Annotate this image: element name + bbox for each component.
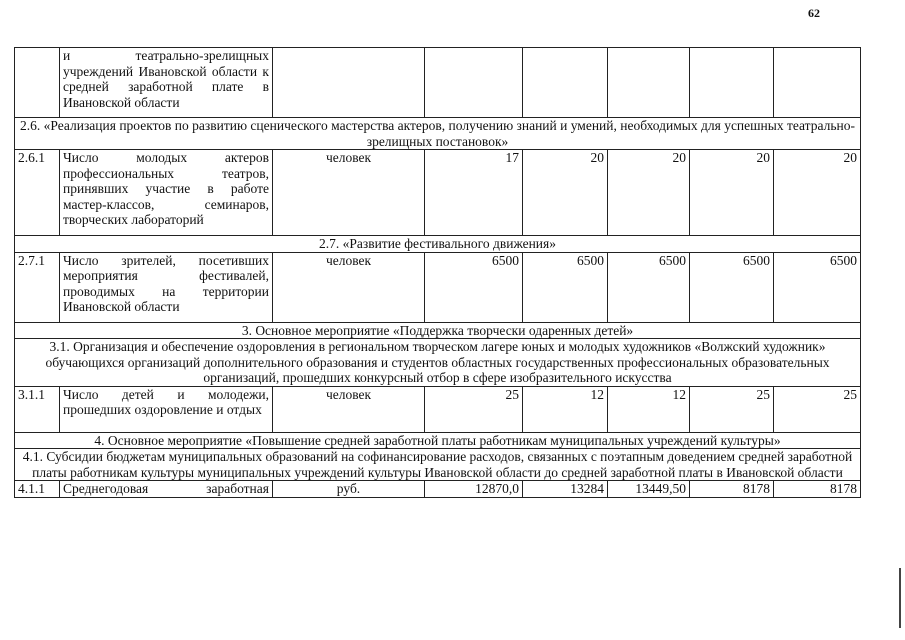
unit-cell: человек [273, 386, 425, 432]
row-number: 4.1.1 [15, 481, 60, 498]
value-cell [523, 48, 608, 118]
value-cell: 12 [608, 386, 690, 432]
section-header-row [15, 322, 861, 339]
value-cell [690, 48, 774, 118]
value-cell: 25 [774, 386, 861, 432]
section-heading-4-1: 4.1. Субсидии бюджетам муниципальных образований на софинансирование расходов, связанных с поэтапным доведением средней заработной платы работникам культуры муниципальных учреждений культуры Ивановской области до средней заработной платы в Ивановской области [15, 449, 861, 481]
value-cell: 13284 [523, 481, 608, 498]
section-header-row [15, 118, 861, 150]
unit-cell: руб. [273, 481, 425, 498]
value-cell: 17 [425, 150, 523, 236]
indicator-description: Число молодых актеров профессиональных театров, принявших участие в работе мастер-классов, семинаров, творческих лабораторий [60, 150, 273, 236]
value-cell: 8178 [690, 481, 774, 498]
row-number: 2.6.1 [15, 150, 60, 236]
table-row [15, 150, 861, 236]
unit-cell: человек [273, 150, 425, 236]
indicator-description: Среднегодовая заработная [60, 481, 273, 498]
section-heading-2-7: 2.7. «Развитие фестивального движения» [15, 236, 861, 253]
table-row [15, 386, 861, 432]
section-heading-3-1: 3.1. Организация и обеспечение оздоровления в региональном творческом лагере юных и молодых художников «Волжский художник» обучающихся организаций дополнительного образования и студентов областных государственных профессиональных образовательных организаций, прошедших конкурсный отбор в сфере изобразительного искусства [15, 339, 861, 387]
value-cell: 25 [425, 386, 523, 432]
value-cell: 12 [523, 386, 608, 432]
section-header-row [15, 339, 861, 387]
row-number [15, 48, 60, 118]
section-heading-4: 4. Основное мероприятие «Повышение средней заработной платы работникам муниципальных учреждений культуры» [15, 432, 861, 449]
section-heading-2-6: 2.6. «Реализация проектов по развитию сценического мастерства актеров, получению знаний и умений, необходимых для успешных театрально-зрелищных постановок» [15, 118, 861, 150]
indicator-description: Число детей и молодежи, прошедших оздоровление и отдых [60, 386, 273, 432]
value-cell: 20 [690, 150, 774, 236]
section-header-row [15, 449, 861, 481]
value-cell: 20 [608, 150, 690, 236]
value-cell [774, 48, 861, 118]
page-number: 62 [808, 6, 820, 20]
value-cell: 6500 [425, 252, 523, 322]
unit-cell [273, 48, 425, 118]
indicator-description: и театрально-зрелищных учреждений Ивановской области к средней заработной плате в Ивановской области [60, 48, 273, 118]
row-number: 2.7.1 [15, 252, 60, 322]
row-number: 3.1.1 [15, 386, 60, 432]
value-cell [425, 48, 523, 118]
value-cell: 20 [774, 150, 861, 236]
value-cell: 6500 [774, 252, 861, 322]
unit-cell: человек [273, 252, 425, 322]
value-cell: 13449,50 [608, 481, 690, 498]
value-cell: 12870,0 [425, 481, 523, 498]
value-cell: 6500 [608, 252, 690, 322]
value-cell: 8178 [774, 481, 861, 498]
table-row [15, 252, 861, 322]
table-row [15, 481, 861, 498]
section-header-row [15, 236, 861, 253]
section-heading-3: 3. Основное мероприятие «Поддержка творчески одаренных детей» [15, 322, 861, 339]
value-cell: 6500 [690, 252, 774, 322]
section-header-row [15, 432, 861, 449]
value-cell: 20 [523, 150, 608, 236]
value-cell: 25 [690, 386, 774, 432]
value-cell [608, 48, 690, 118]
value-cell: 6500 [523, 252, 608, 322]
scan-edge-mark [899, 568, 903, 628]
table-row [15, 48, 861, 118]
indicator-description: Число зрителей, посетивших мероприятия фестивалей, проводимых на территории Ивановской области [60, 252, 273, 322]
indicators-table [14, 47, 861, 498]
